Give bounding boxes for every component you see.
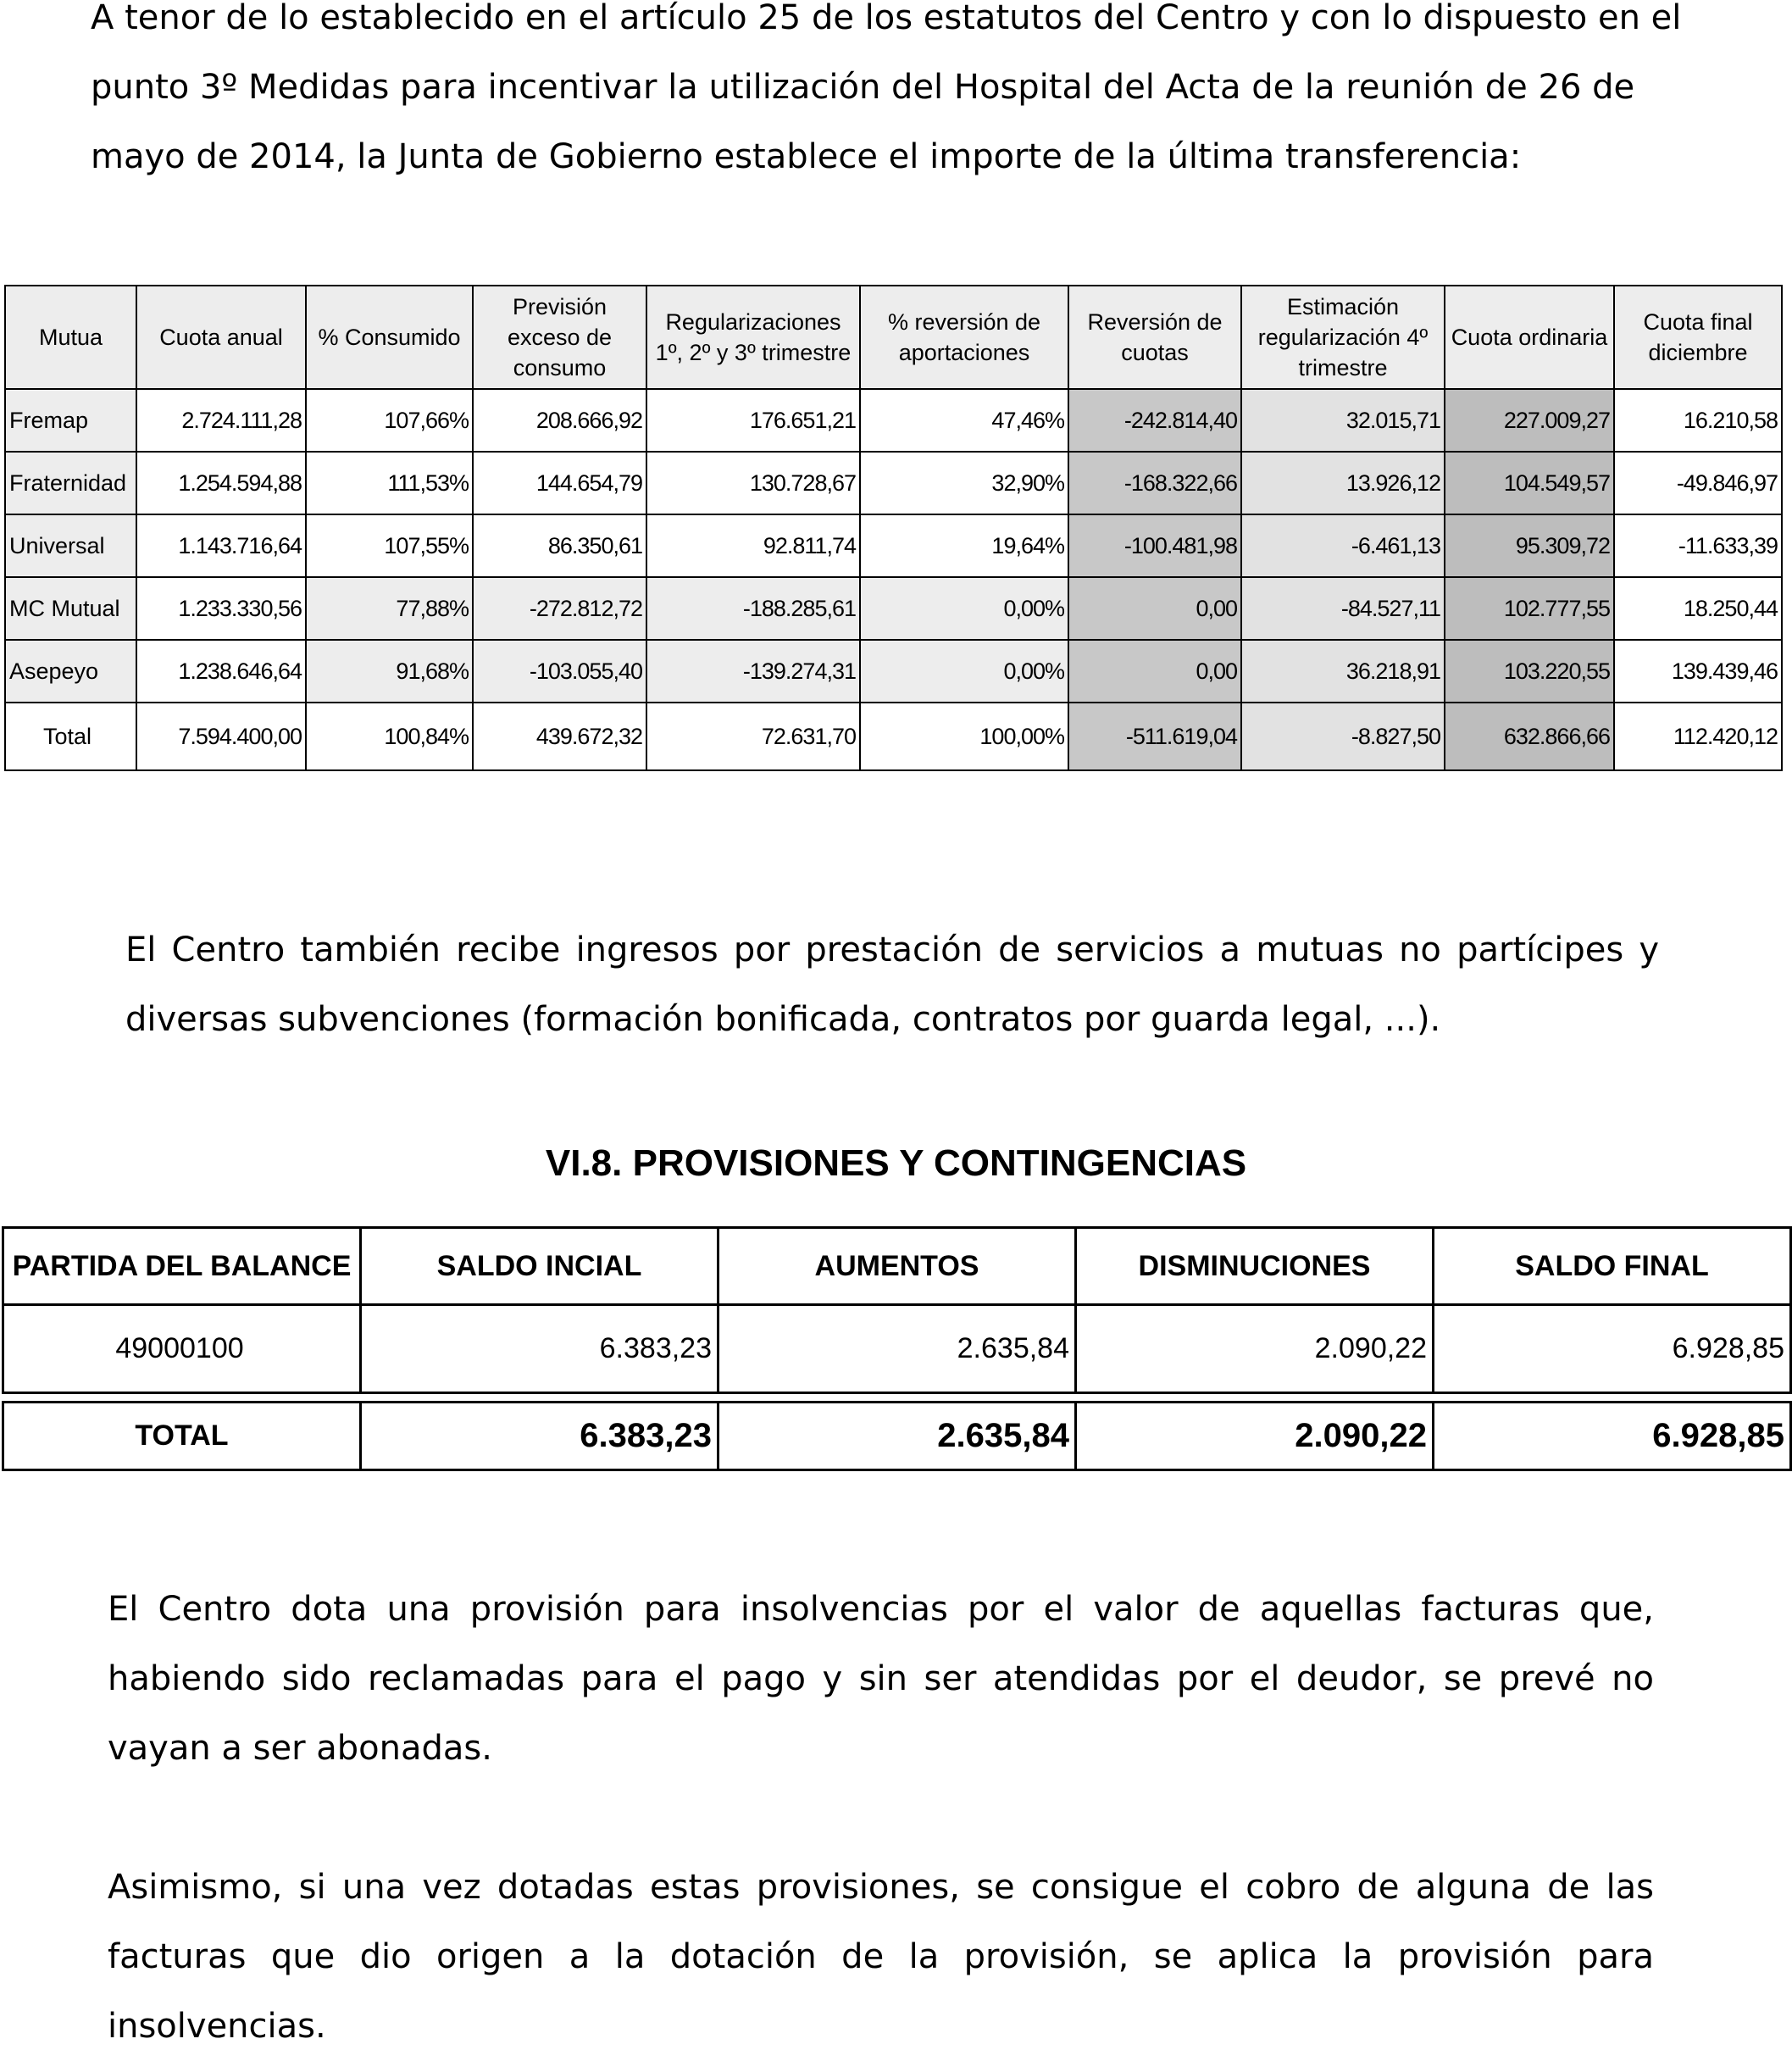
table-cell: 6.928,85 bbox=[1434, 1403, 1791, 1470]
table-cell: 16.210,58 bbox=[1614, 389, 1782, 452]
table-cell: 632.866,66 bbox=[1445, 703, 1614, 770]
header-cuota-ordinaria: Cuota ordinaria bbox=[1445, 286, 1614, 389]
table-cell: -188.285,61 bbox=[646, 577, 860, 640]
table-cell: 2.090,22 bbox=[1076, 1305, 1434, 1393]
table-cell: 32,90% bbox=[860, 452, 1068, 514]
table-cell: 1.254.594,88 bbox=[136, 452, 306, 514]
table-cell: -242.814,40 bbox=[1068, 389, 1241, 452]
table-cell: 112.420,12 bbox=[1614, 703, 1782, 770]
header-regularizaciones: Regularizaciones 1º, 2º y 3º trimestre bbox=[646, 286, 860, 389]
header-cuota-anual: Cuota anual bbox=[136, 286, 306, 389]
table-cell: 2.090,22 bbox=[1076, 1403, 1434, 1470]
provisions-table bbox=[2, 1226, 1792, 1394]
table-cell: 103.220,55 bbox=[1445, 640, 1614, 703]
transfer-table bbox=[4, 285, 1783, 771]
table-cell: 1.233.330,56 bbox=[136, 577, 306, 640]
table-cell: 0,00% bbox=[860, 640, 1068, 703]
table-cell: 102.777,55 bbox=[1445, 577, 1614, 640]
header-reversion-cuotas: Reversión de cuotas bbox=[1068, 286, 1241, 389]
table-cell: 0,00 bbox=[1068, 640, 1241, 703]
table-cell: 72.631,70 bbox=[646, 703, 860, 770]
table-cell: 91,68% bbox=[306, 640, 473, 703]
table-cell: 227.009,27 bbox=[1445, 389, 1614, 452]
table-cell: 130.728,67 bbox=[646, 452, 860, 514]
table-cell: -11.633,39 bbox=[1614, 514, 1782, 577]
table-cell: 6.383,23 bbox=[361, 1305, 718, 1393]
table-cell: -84.527,11 bbox=[1241, 577, 1445, 640]
provisions-header-row bbox=[3, 1228, 1791, 1305]
table-cell: Asepeyo bbox=[5, 640, 136, 703]
table-cell: 100,00% bbox=[860, 703, 1068, 770]
table-cell: -8.827,50 bbox=[1241, 703, 1445, 770]
table-cell: -272.812,72 bbox=[473, 577, 646, 640]
table-cell: 1.238.646,64 bbox=[136, 640, 306, 703]
table-cell: Universal bbox=[5, 514, 136, 577]
table-row bbox=[3, 1305, 1791, 1393]
table-cell: 104.549,57 bbox=[1445, 452, 1614, 514]
table-cell: 144.654,79 bbox=[473, 452, 646, 514]
section-title: VI.8. PROVISIONES Y CONTINGENCIAS bbox=[545, 1142, 1247, 1184]
table-row bbox=[5, 640, 1782, 703]
table-cell: 208.666,92 bbox=[473, 389, 646, 452]
table-cell: 19,64% bbox=[860, 514, 1068, 577]
table-cell: -511.619,04 bbox=[1068, 703, 1241, 770]
table-cell: 1.143.716,64 bbox=[136, 514, 306, 577]
table-cell: 439.672,32 bbox=[473, 703, 646, 770]
table-cell: 139.439,46 bbox=[1614, 640, 1782, 703]
table-cell: 6.928,85 bbox=[1434, 1305, 1791, 1393]
header-cuota-final: Cuota final diciembre bbox=[1614, 286, 1782, 389]
table-cell: -6.461,13 bbox=[1241, 514, 1445, 577]
table-cell: Fraternidad bbox=[5, 452, 136, 514]
table-cell: -139.274,31 bbox=[646, 640, 860, 703]
table-cell: 107,55% bbox=[306, 514, 473, 577]
header-consumido: % Consumido bbox=[306, 286, 473, 389]
table-cell: -103.055,40 bbox=[473, 640, 646, 703]
table-cell: 95.309,72 bbox=[1445, 514, 1614, 577]
table-cell: 13.926,12 bbox=[1241, 452, 1445, 514]
dota-paragraph: El Centro dota una provisión para insolvencias por el valor de aquellas facturas que, habiendo sido reclamadas para el pago y sin ser atendidas por el deudor, se prevé no vayan a ser abonadas. bbox=[108, 1590, 1654, 1768]
table-cell: 7.594.400,00 bbox=[136, 703, 306, 770]
table-cell: 111,53% bbox=[306, 452, 473, 514]
table-row bbox=[5, 514, 1782, 577]
table-cell: 32.015,71 bbox=[1241, 389, 1445, 452]
table-total-row bbox=[5, 703, 1782, 770]
intro-paragraph: A tenor de lo establecido en el artículo 25 de los estatutos del Centro y con lo dispuesto en el punto 3º Medidas para incentivar la utilización del Hospital del Acta de la reunión de 26 de mayo de 2014, la Junta de Gobierno establece el importe de la última transferencia: bbox=[91, 0, 1682, 176]
header-saldo-final: SALDO FINAL bbox=[1434, 1228, 1791, 1305]
header-reversion-aportaciones: % reversión de aportaciones bbox=[860, 286, 1068, 389]
table-cell: 86.350,61 bbox=[473, 514, 646, 577]
table-cell: 100,84% bbox=[306, 703, 473, 770]
header-disminuciones: DISMINUCIONES bbox=[1076, 1228, 1434, 1305]
asimismo-paragraph: Asimismo, si una vez dotadas estas provisiones, se consigue el cobro de alguna de las facturas que dio origen a la dotación de la provisión, se aplica la provisión para insolvencias. bbox=[108, 1868, 1654, 2046]
table-cell: Fremap bbox=[5, 389, 136, 452]
header-saldo-inicial: SALDO INCIAL bbox=[361, 1228, 718, 1305]
table-cell: 0,00 bbox=[1068, 577, 1241, 640]
table-cell: -168.322,66 bbox=[1068, 452, 1241, 514]
table-cell: 92.811,74 bbox=[646, 514, 860, 577]
table-cell: MC Mutual bbox=[5, 577, 136, 640]
provisions-total-row bbox=[3, 1403, 1791, 1470]
header-prevision: Previsión exceso de consumo bbox=[473, 286, 646, 389]
header-partida: PARTIDA DEL BALANCE bbox=[3, 1228, 361, 1305]
provisions-total-table bbox=[2, 1401, 1792, 1471]
header-estimacion: Estimación regularización 4º trimestre bbox=[1241, 286, 1445, 389]
header-mutua: Mutua bbox=[5, 286, 136, 389]
table-cell: 47,46% bbox=[860, 389, 1068, 452]
table-cell: TOTAL bbox=[3, 1403, 361, 1470]
table-cell: 176.651,21 bbox=[646, 389, 860, 452]
table-cell: 49000100 bbox=[3, 1305, 361, 1393]
table-cell: 107,66% bbox=[306, 389, 473, 452]
table-cell: Total bbox=[5, 703, 136, 770]
table-cell: 18.250,44 bbox=[1614, 577, 1782, 640]
table-cell: 2.635,84 bbox=[718, 1403, 1076, 1470]
table-row bbox=[5, 389, 1782, 452]
table-cell: 0,00% bbox=[860, 577, 1068, 640]
table-cell: 36.218,91 bbox=[1241, 640, 1445, 703]
table-row bbox=[5, 452, 1782, 514]
table-cell: -100.481,98 bbox=[1068, 514, 1241, 577]
header-aumentos: AUMENTOS bbox=[718, 1228, 1076, 1305]
table-cell: 6.383,23 bbox=[361, 1403, 718, 1470]
transfer-table-header-row bbox=[5, 286, 1782, 389]
table-cell: 2.635,84 bbox=[718, 1305, 1076, 1393]
table-cell: 77,88% bbox=[306, 577, 473, 640]
centro-paragraph: El Centro también recibe ingresos por prestación de servicios a mutuas no partícipes y diversas subvenciones (formación bonificada, contratos por guarda legal, ...). bbox=[125, 931, 1659, 1039]
table-row bbox=[5, 577, 1782, 640]
table-cell: -49.846,97 bbox=[1614, 452, 1782, 514]
table-cell: 2.724.111,28 bbox=[136, 389, 306, 452]
